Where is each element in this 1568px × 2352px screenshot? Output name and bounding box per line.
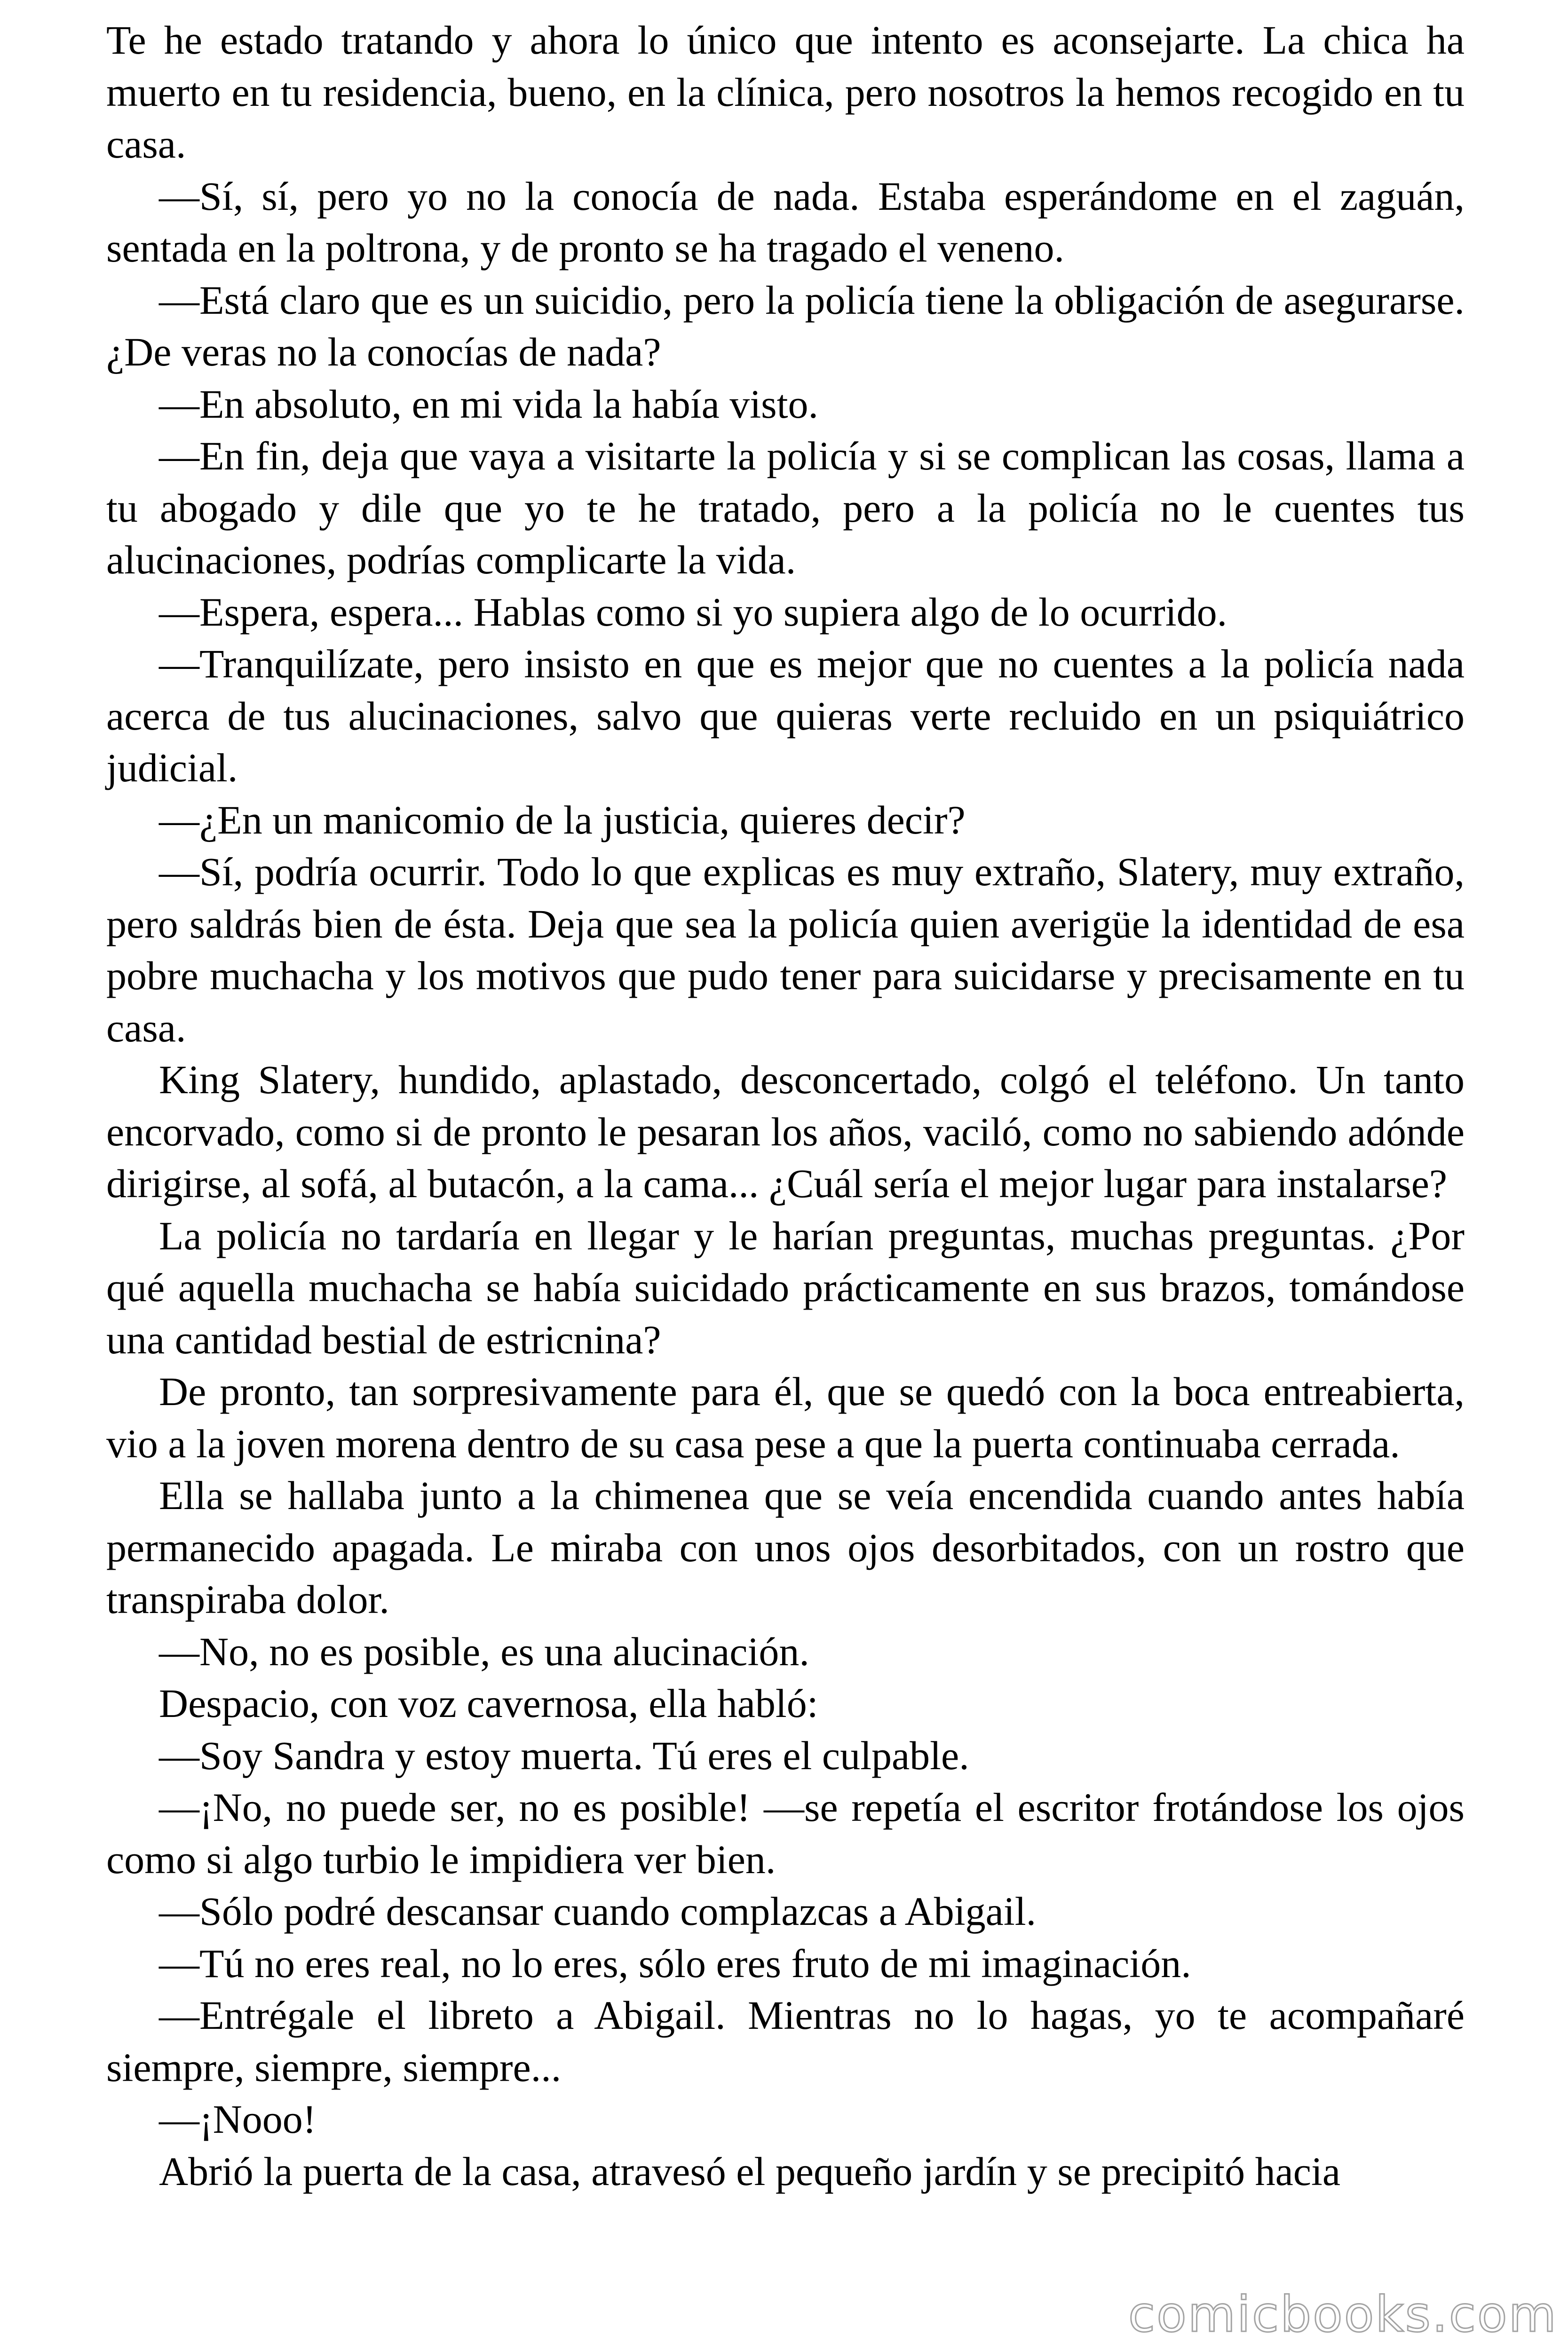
paragraph-18: —Sólo podré descansar cuando complazcas a Abigail. (159, 1889, 1037, 1934)
paragraph-9: —Sí, podría ocurrir. Todo lo que explicas es muy extraño, Slatery, muy extraño, pero saldrás bien de ésta. Deja que sea la policía quien averigüe la identidad de esa pobre muchacha y los motivos que pudo tener para suicidarse y precisamente en tu casa. (106, 849, 1465, 1050)
paragraph-19: —Tú no eres real, no lo eres, sólo eres fruto de mi imaginación. (159, 1940, 1191, 1986)
paragraph-7: —Tranquilízate, pero insisto en que es mejor que no cuentes a la policía nada acerca de tus alucinaciones, salvo que quieras verte recluido en un psiquiátrico judicial. (106, 641, 1465, 790)
paragraph-11: La policía no tardaría en llegar y le harían preguntas, muchas preguntas. ¿Por qué aquella muchacha se había suicidado prácticamente en sus brazos, tomándose una cantidad bestial de estricnina? (106, 1213, 1465, 1362)
paragraph-3: —Está claro que es un suicidio, pero la policía tiene la obligación de asegurarse. ¿De veras no la conocías de nada? (106, 277, 1465, 374)
paragraph-21: —¡Nooo! (159, 2097, 317, 2142)
site-watermark: comicbooks.com (1128, 2286, 1558, 2343)
body-text (106, 14, 1465, 2197)
paragraph-2: —Sí, sí, pero yo no la conocía de nada. Estaba esperándome en el zaguán, sentada en la poltrona, y de pronto se ha tragado el veneno. (106, 173, 1465, 270)
paragraph-5: —En fin, deja que vaya a visitarte la policía y si se complican las cosas, llama a tu abogado y dile que yo te he tratado, pero a la policía no le cuentes tus alucinaciones, podrías complicarte la vida. (106, 433, 1465, 582)
paragraph-17: —¡No, no puede ser, no es posible! —se repetía el escritor frotándose los ojos como si algo turbio le impidiera ver bien. (106, 1785, 1465, 1882)
paragraph-20: —Entrégale el libreto a Abigail. Mientras no lo hagas, yo te acompañaré siempre, siempre, siempre... (106, 1993, 1465, 2090)
paragraph-22: Abrió la puerta de la casa, atravesó el pequeño jardín y se precipitó hacia (159, 2148, 1341, 2194)
paragraph-13: Ella se hallaba junto a la chimenea que se veía encendida cuando antes había permanecido apagada. Le miraba con unos ojos desorbitados, con un rostro que transpiraba dolor. (106, 1473, 1465, 1622)
paragraph-12: De pronto, tan sorpresivamente para él, que se quedó con la boca entreabierta, vio a la joven morena dentro de su casa pese a que la puerta continuaba cerrada. (106, 1369, 1465, 1466)
paragraph-10: King Slatery, hundido, aplastado, desconcertado, colgó el teléfono. Un tanto encorvado, como si de pronto le pesaran los años, vaciló, como no sabiendo adónde dirigirse, al sofá, al butacón, a la cama... ¿Cuál sería el mejor lugar para instalarse? (106, 1057, 1465, 1206)
paragraph-15: Despacio, con voz cavernosa, ella habló: (159, 1681, 818, 1726)
paragraph-1: Te he estado tratando y ahora lo único que intento es aconsejarte. La chica ha muerto en tu residencia, bueno, en la clínica, pero nosotros la hemos recogido en tu casa. (106, 17, 1465, 167)
paragraph-4: —En absoluto, en mi vida la había visto. (159, 381, 819, 427)
paragraph-8: —¿En un manicomio de la justicia, quieres decir? (159, 797, 966, 842)
paragraph-16: —Soy Sandra y estoy muerta. Tú eres el culpable. (159, 1732, 969, 1778)
paragraph-6: —Espera, espera... Hablas como si yo supiera algo de lo ocurrido. (159, 589, 1227, 635)
paragraph-14: —No, no es posible, es una alucinación. (159, 1629, 809, 1674)
